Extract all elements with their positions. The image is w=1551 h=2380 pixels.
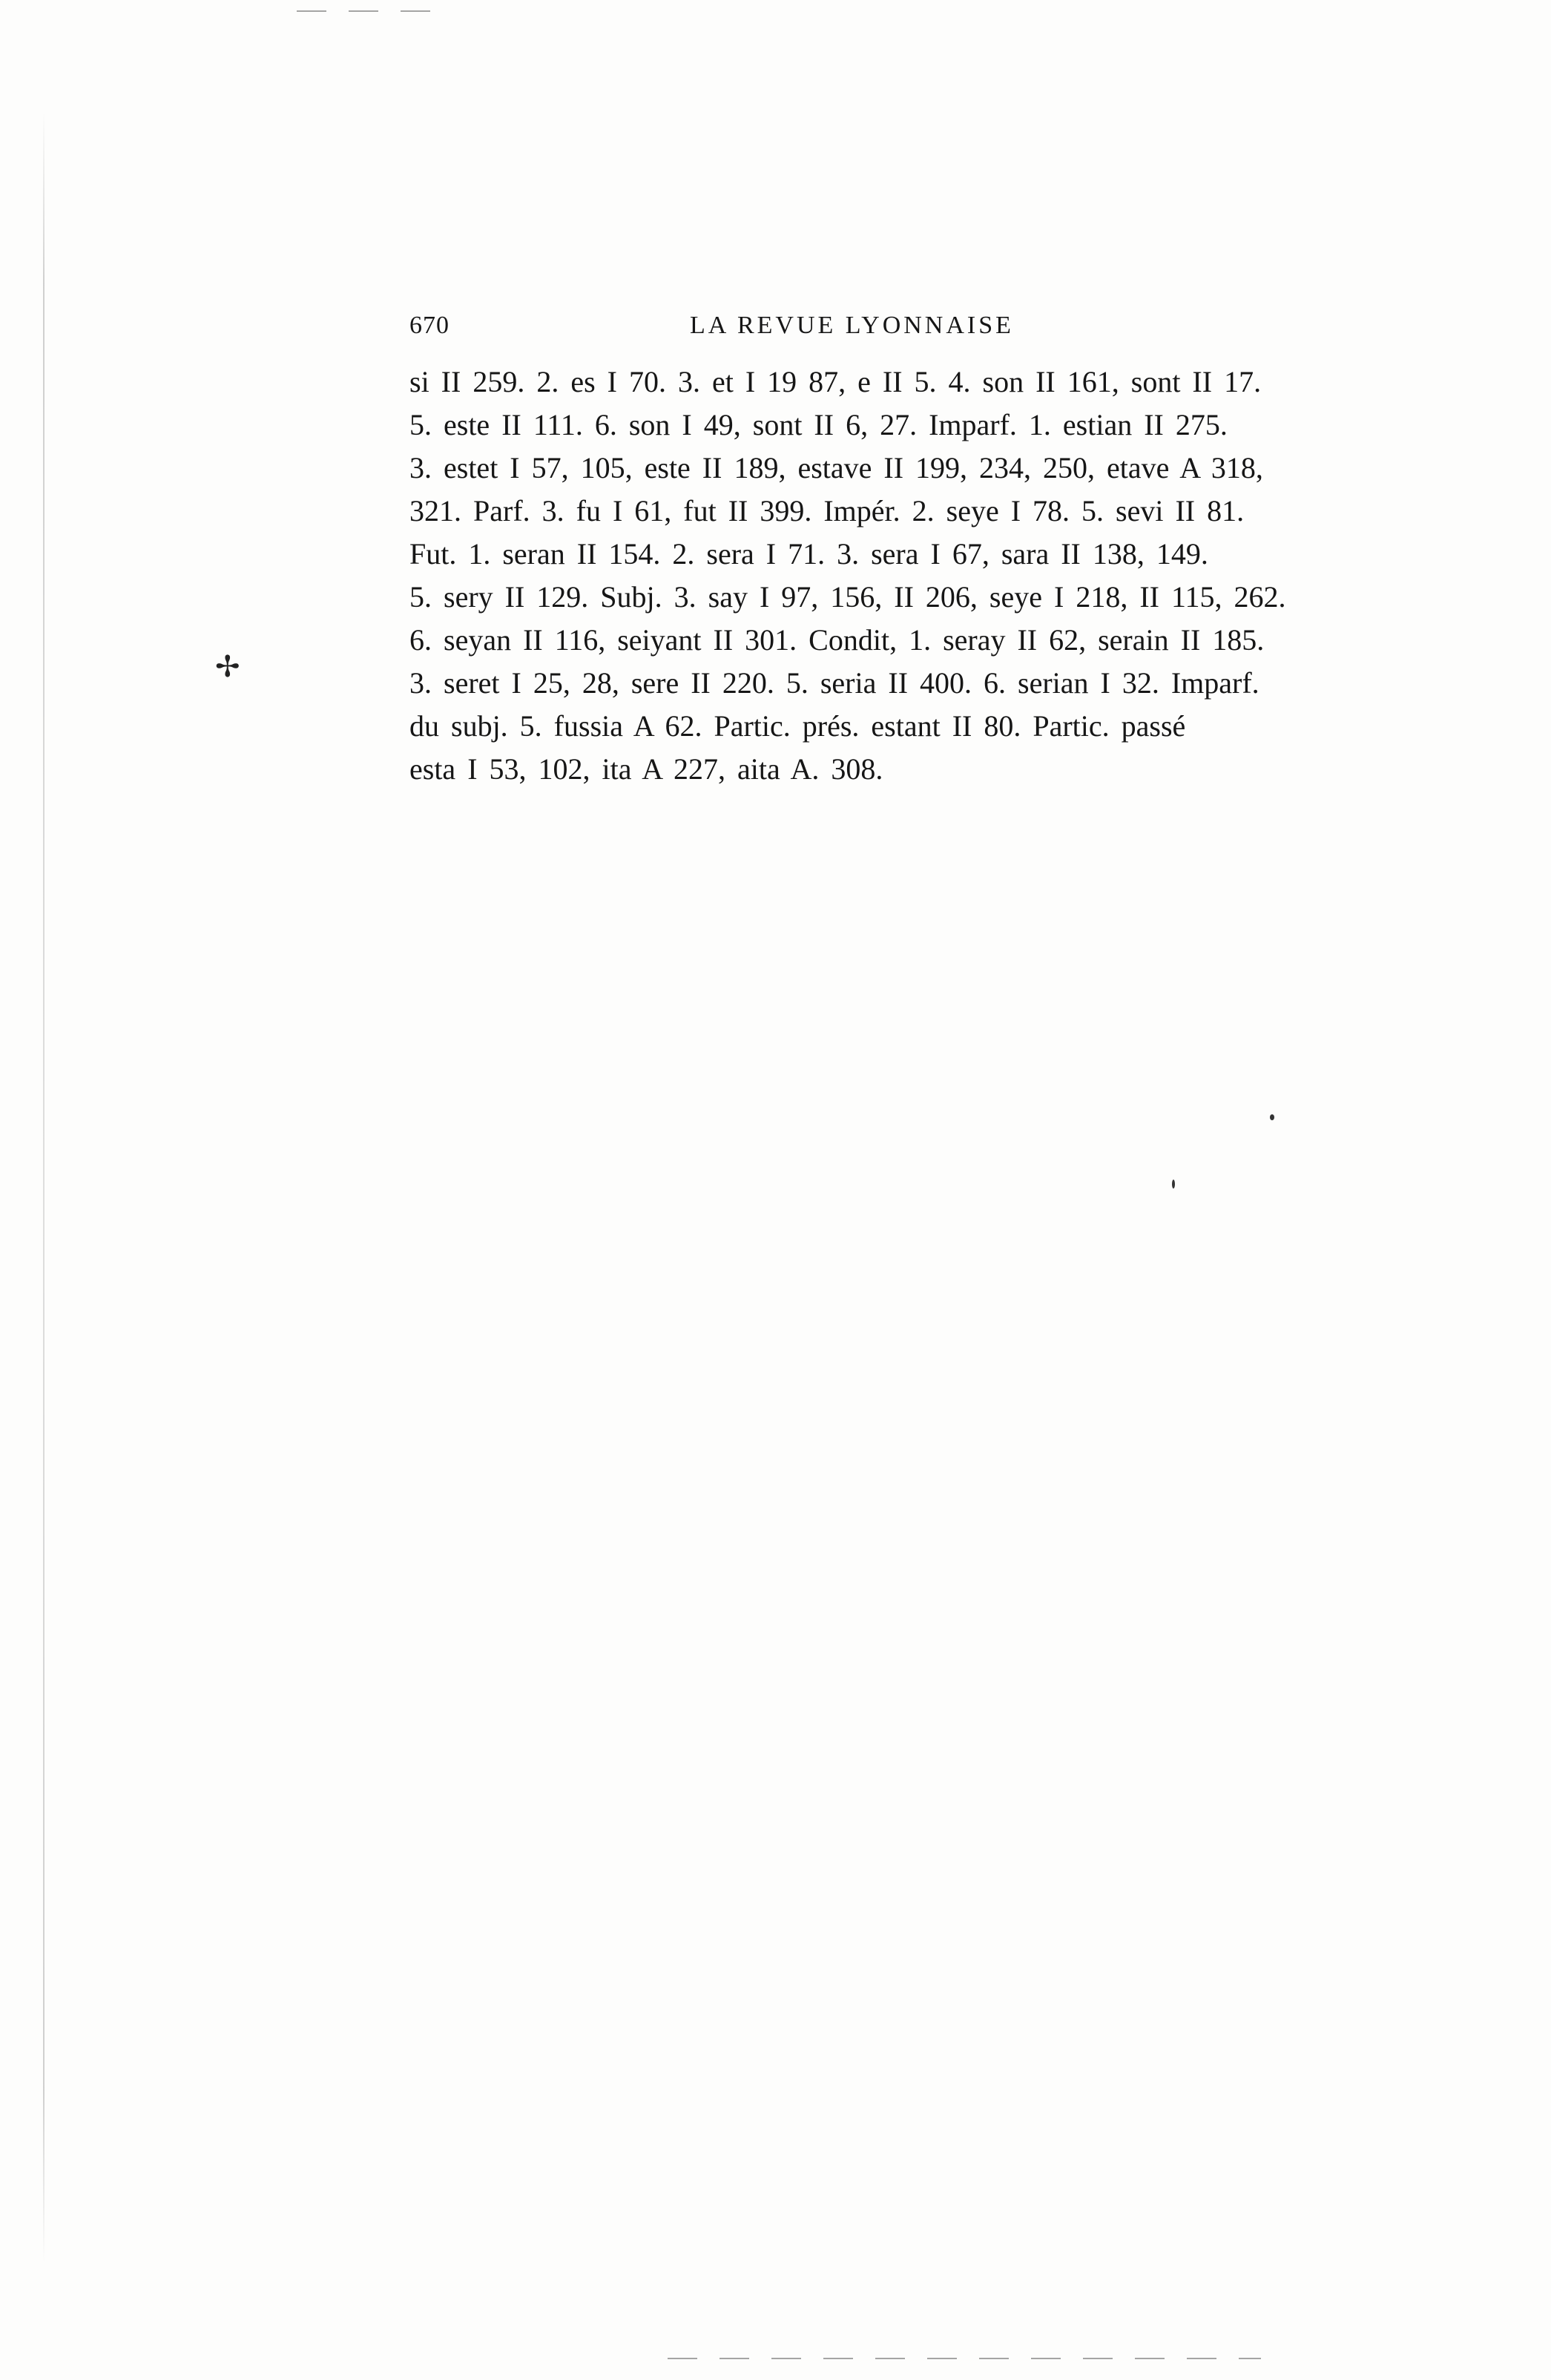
running-title: LA REVUE LYONNAISE	[690, 312, 1014, 339]
body-text	[409, 361, 1329, 791]
scan-artifact-top	[297, 10, 445, 12]
text-line-10: esta I 53, 102, ita A 227, aita A. 308.	[409, 752, 883, 786]
scan-artifact-bottom	[668, 2358, 1261, 2359]
text-line-9: du subj. 5. fussia A 62. Partic. prés. estant II 80. Partic. passé	[409, 709, 1186, 743]
running-head	[409, 312, 1068, 349]
text-line-1: si II 259. 2. es I 70. 3. et I 19 87, e II 5. 4. son II 161, sont II 17.	[409, 365, 1262, 398]
text-line-3: 3. estet I 57, 105, este II 189, estave II 199, 234, 250, etave A 318,	[409, 451, 1263, 484]
ornament-mark: ✢	[215, 650, 240, 683]
text-line-2: 5. este II 111. 6. son I 49, sont II 6, 27. Imparf. 1. estian II 275.	[409, 408, 1228, 441]
scan-speck	[1270, 1114, 1274, 1120]
text-line-6: 5. sery II 129. Subj. 3. say I 97, 156, II 206, seye I 218, II 115, 262.	[409, 580, 1286, 614]
text-line-8: 3. seret I 25, 28, sere II 220. 5. seria II 400. 6. serian I 32. Imparf.	[409, 666, 1259, 700]
text-line-7: 6. seyan II 116, seiyant II 301. Condit, 1. seray II 62, serain II 185.	[409, 623, 1265, 657]
text-line-4: 321. Parf. 3. fu I 61, fut II 399. Impér. 2. seye I 78. 5. sevi II 81.	[409, 494, 1245, 527]
scan-edge-line	[43, 111, 45, 2263]
scan-speck	[1172, 1180, 1175, 1189]
text-line-5: Fut. 1. seran II 154. 2. sera I 71. 3. sera I 67, sara II 138, 149.	[409, 537, 1208, 571]
page-number: 670	[409, 312, 450, 339]
